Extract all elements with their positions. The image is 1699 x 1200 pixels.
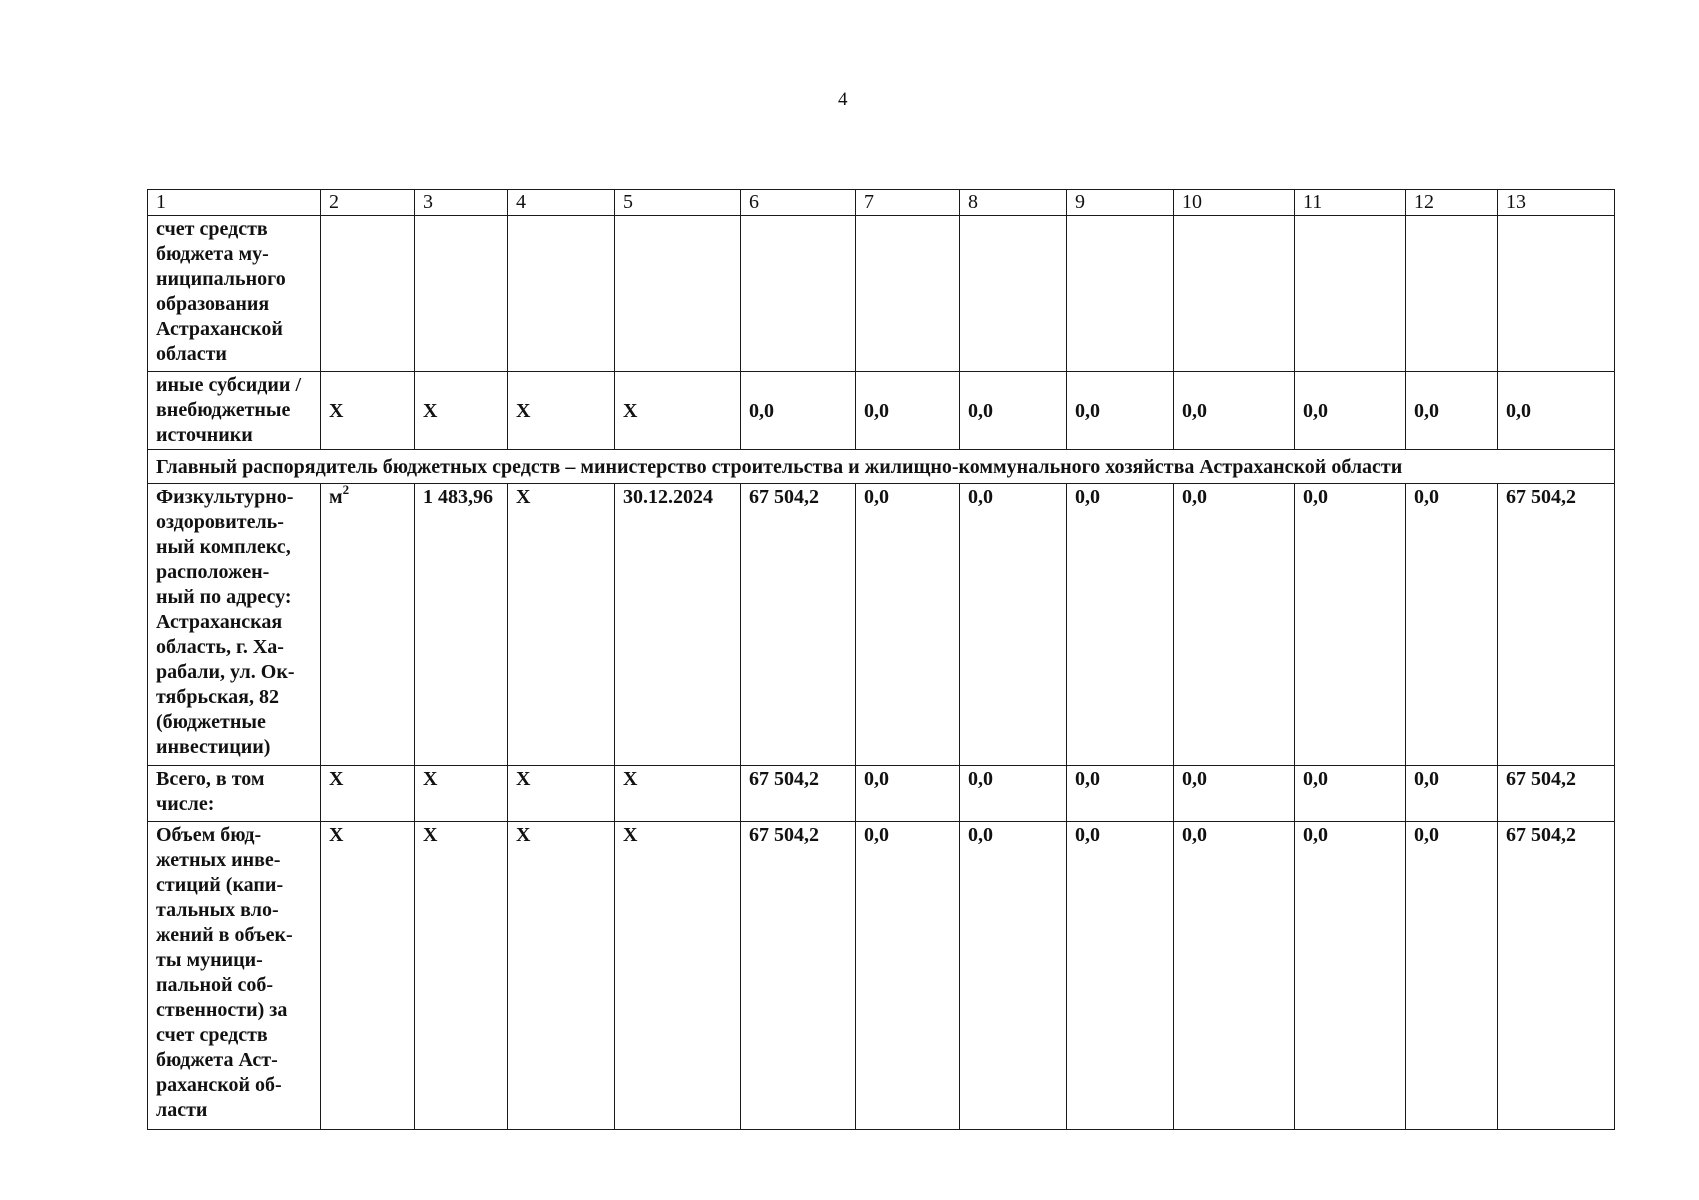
table-cell: 0,0 xyxy=(1498,372,1615,450)
label-line: числе: xyxy=(156,793,215,815)
label-line: рабали, ул. Ок- xyxy=(156,661,295,683)
column-number: 12 xyxy=(1406,190,1498,216)
table-cell xyxy=(321,216,415,372)
table-cell: 0,0 xyxy=(1067,766,1174,822)
label-line: ственности) за xyxy=(156,999,288,1021)
table-cell: 0,0 xyxy=(1174,822,1295,1130)
label-line: жетных инве- xyxy=(156,849,281,871)
table-cell: Х xyxy=(321,372,415,450)
table-cell xyxy=(856,216,960,372)
label-line: Астраханская xyxy=(156,611,283,633)
table-cell: 0,0 xyxy=(1406,766,1498,822)
table-cell: 0,0 xyxy=(1295,372,1406,450)
column-number-row xyxy=(148,190,1615,216)
table-cell: Х xyxy=(415,766,508,822)
column-number: 4 xyxy=(508,190,615,216)
unit-superscript: 2 xyxy=(342,483,350,497)
table-cell: 0,0 xyxy=(1295,766,1406,822)
table-cell: 67 504,2 xyxy=(1498,822,1615,1130)
table-cell: 67 504,2 xyxy=(741,484,856,766)
table-cell: 0,0 xyxy=(856,822,960,1130)
table-cell xyxy=(960,216,1067,372)
section-title: Главный распорядитель бюджетных средств – министерство строительства и жилищно-коммунального хозяйства Астраханской области xyxy=(148,450,1615,484)
label-line: бюджета му- xyxy=(156,243,269,265)
table-cell: 0,0 xyxy=(960,766,1067,822)
label-line: расположен- xyxy=(156,561,270,583)
table-cell xyxy=(1067,216,1174,372)
budget-table xyxy=(147,189,1615,1130)
table-cell xyxy=(1498,216,1615,372)
label-line: ласти xyxy=(156,1099,208,1121)
column-number: 13 xyxy=(1498,190,1615,216)
table-cell: Х xyxy=(415,822,508,1130)
table-cell: Х xyxy=(615,372,741,450)
column-number: 11 xyxy=(1295,190,1406,216)
label-line: ный комплекс, xyxy=(156,536,291,558)
table-cell: 0,0 xyxy=(856,766,960,822)
table-cell: 0,0 xyxy=(1295,822,1406,1130)
label-line: счет средств xyxy=(156,218,268,240)
label-line: Астраханской xyxy=(156,318,283,340)
row-label xyxy=(148,484,321,766)
table-cell: 0,0 xyxy=(1295,484,1406,766)
label-line: ты муници- xyxy=(156,949,263,971)
label-line: тальных вло- xyxy=(156,899,279,921)
table-cell: 0,0 xyxy=(741,372,856,450)
table-cell xyxy=(1174,216,1295,372)
label-line: жений в объек- xyxy=(156,924,293,946)
table-cell: 0,0 xyxy=(856,484,960,766)
table-cell: 67 504,2 xyxy=(1498,484,1615,766)
label-line: иные субсидии / xyxy=(156,374,302,396)
table-cell: 0,0 xyxy=(1067,822,1174,1130)
table-cell: 0,0 xyxy=(1174,372,1295,450)
column-number: 1 xyxy=(148,190,321,216)
table-cell: 67 504,2 xyxy=(741,766,856,822)
table-cell xyxy=(615,216,741,372)
table-row-municipal-budget xyxy=(148,216,1615,372)
table-cell: 0,0 xyxy=(1067,484,1174,766)
row-label xyxy=(148,766,321,822)
table-row-total xyxy=(148,766,1615,822)
budget-table-container xyxy=(147,189,1615,1130)
unit-cell xyxy=(321,484,415,766)
column-number: 10 xyxy=(1174,190,1295,216)
table-cell: Х xyxy=(508,766,615,822)
row-label xyxy=(148,372,321,450)
column-number: 2 xyxy=(321,190,415,216)
label-line: ниципального xyxy=(156,268,286,290)
table-cell: Х xyxy=(415,372,508,450)
row-label xyxy=(148,216,321,372)
table-cell: 0,0 xyxy=(856,372,960,450)
table-cell: 0,0 xyxy=(960,822,1067,1130)
table-cell: Х xyxy=(508,372,615,450)
table-cell xyxy=(1406,216,1498,372)
table-cell: Х xyxy=(321,766,415,822)
label-line: Всего, в том xyxy=(156,768,265,790)
table-cell: Х xyxy=(508,484,615,766)
table-cell: 0,0 xyxy=(1406,372,1498,450)
label-line: Физкультурно- xyxy=(156,486,294,508)
table-cell: Х xyxy=(615,822,741,1130)
label-line: раханской об- xyxy=(156,1074,282,1096)
label-line: ный по адресу: xyxy=(156,586,292,608)
label-line: (бюджетные xyxy=(156,711,266,733)
unit-text: м xyxy=(329,486,343,508)
table-cell: 0,0 xyxy=(1067,372,1174,450)
page-number: 4 xyxy=(838,89,848,110)
table-cell: 30.12.2024 xyxy=(615,484,741,766)
column-number: 7 xyxy=(856,190,960,216)
label-line: тябрьская, 82 xyxy=(156,686,279,708)
table-cell xyxy=(508,216,615,372)
label-line: источники xyxy=(156,424,253,446)
label-line: пальной соб- xyxy=(156,974,274,996)
label-line: счет средств xyxy=(156,1024,268,1046)
table-row-other-subsidies xyxy=(148,372,1615,450)
column-number: 3 xyxy=(415,190,508,216)
table-cell xyxy=(1295,216,1406,372)
label-line: оздоровитель- xyxy=(156,511,284,533)
table-row-volume xyxy=(148,822,1615,1130)
label-line: стиций (капи- xyxy=(156,874,284,896)
table-cell: 0,0 xyxy=(1406,822,1498,1130)
label-line: бюджета Аст- xyxy=(156,1049,278,1071)
table-row-section-header xyxy=(148,450,1615,484)
label-line: инвестиции) xyxy=(156,736,271,758)
label-line: Объем бюд- xyxy=(156,824,262,846)
row-label xyxy=(148,822,321,1130)
table-cell: 1 483,96 xyxy=(415,484,508,766)
table-cell xyxy=(415,216,508,372)
table-cell xyxy=(741,216,856,372)
label-line: области xyxy=(156,343,227,365)
label-line: область, г. Ха- xyxy=(156,636,284,658)
table-cell: Х xyxy=(615,766,741,822)
table-row-object xyxy=(148,484,1615,766)
column-number: 5 xyxy=(615,190,741,216)
column-number: 9 xyxy=(1067,190,1174,216)
table-cell: 0,0 xyxy=(960,484,1067,766)
label-line: образования xyxy=(156,293,270,315)
table-cell: Х xyxy=(508,822,615,1130)
table-cell: 0,0 xyxy=(960,372,1067,450)
table-cell: 0,0 xyxy=(1406,484,1498,766)
table-cell: Х xyxy=(321,822,415,1130)
column-number: 8 xyxy=(960,190,1067,216)
table-cell: 67 504,2 xyxy=(1498,766,1615,822)
table-cell: 67 504,2 xyxy=(741,822,856,1130)
table-cell: 0,0 xyxy=(1174,766,1295,822)
column-number: 6 xyxy=(741,190,856,216)
label-line: внебюджетные xyxy=(156,399,291,421)
table-cell: 0,0 xyxy=(1174,484,1295,766)
